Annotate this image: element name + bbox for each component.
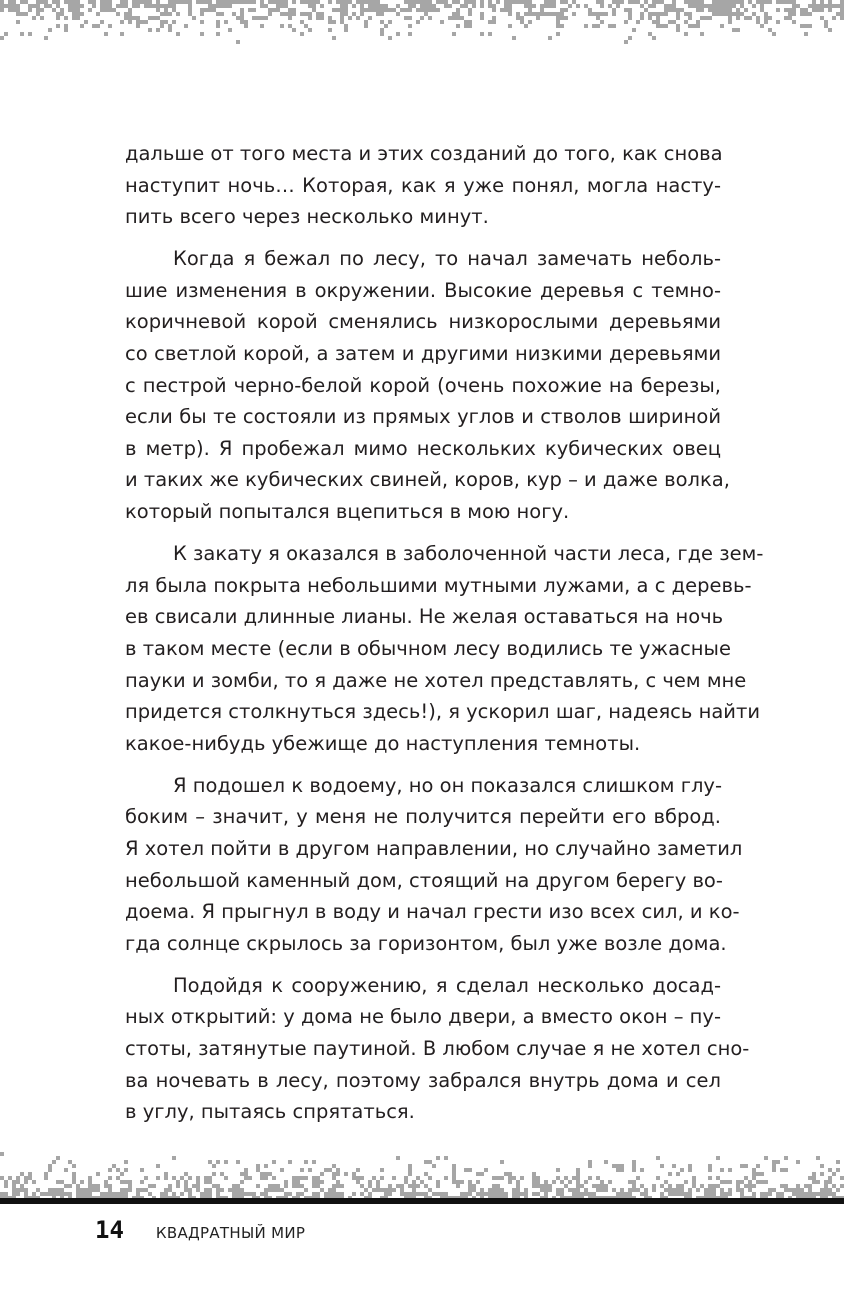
text-line: ва ночевать в лесу, поэтому забрался внутрь дома и сел — [125, 1068, 721, 1092]
paragraph — [125, 243, 730, 527]
text-line: коричневой корой сменялись низкорослыми деревьями — [125, 310, 721, 334]
text-line: доема. Я прыгнул в воду и начал грести изо всех сил, и ко- — [125, 900, 740, 924]
text-line: ев свисали длинные лианы. Не желая оставаться на ночь — [125, 605, 724, 629]
text-line: Когда я бежал по лесу, то начал замечать неболь- — [173, 247, 721, 271]
page-footer — [95, 1216, 305, 1244]
body-text — [125, 138, 764, 1138]
text-line: боким – значит, у меня не получится перейти его вброд. — [125, 805, 721, 829]
text-line: Я подошел к водоему, но он показался слишком глу- — [173, 773, 722, 797]
paragraph — [125, 138, 721, 233]
pixel-pattern-top — [0, 0, 844, 48]
paragraph — [125, 770, 743, 960]
text-line: стоты, затянутые паутиной. В любом случае я не хотел сно- — [125, 1037, 750, 1061]
paragraph — [125, 538, 764, 759]
text-line: наступит ночь… Которая, как я уже понял, могла насту- — [125, 173, 721, 197]
text-line: в таком месте (если в обычном лесу водились те ужасные — [125, 636, 731, 660]
text-line: какое-нибудь убежище до наступления темноты. — [125, 731, 641, 755]
text-line: небольшой каменный дом, стоящий на другом берегу во- — [125, 868, 723, 892]
text-line: если бы те состояли из прямых углов и стволов шириной — [125, 405, 721, 429]
pixel-pattern-bottom — [0, 1148, 844, 1200]
text-line: и таких же кубических свиней, коров, кур – и даже волка, — [125, 468, 730, 492]
text-line: со светлой корой, а затем и другими низкими деревьями — [125, 342, 721, 366]
text-line: гда солнце скрылось за горизонтом, был уже возле дома. — [125, 931, 727, 955]
text-line: Я хотел пойти в другом направлении, но случайно заметил — [125, 836, 743, 860]
footer-rule — [0, 1198, 844, 1204]
text-line: К закату я оказался в заболоченной части леса, где зем- — [173, 542, 764, 566]
text-line: с пестрой черно-белой корой (очень похожие на березы, — [125, 373, 721, 397]
running-head: КВАДРАТНЫЙ МИР — [155, 1224, 306, 1242]
text-line: Подойдя к сооружению, я сделал несколько досад- — [173, 973, 721, 997]
text-line: ных открытий: у дома не было двери, а вместо окон – пу- — [125, 1005, 722, 1029]
paragraph — [125, 970, 750, 1128]
text-line: придется столкнуться здесь!), я ускорил шаг, надеясь найти — [125, 700, 760, 724]
text-line: в углу, пытаясь спрятаться. — [125, 1100, 415, 1124]
page-number: 14 — [95, 1216, 124, 1244]
text-line: пить всего через несколько минут. — [125, 205, 489, 229]
text-line: пауки и зомби, то я даже не хотел представлять, с чем мне — [125, 668, 747, 692]
text-line: который попытался вцепиться в мою ногу. — [125, 500, 570, 524]
text-line: ля была покрыта небольшими мутными лужами, а с деревь- — [125, 573, 752, 597]
text-line: дальше от того места и этих созданий до того, как снова — [125, 142, 723, 165]
text-line: шие изменения в окружении. Высокие деревья с темно- — [125, 278, 721, 302]
text-line: в метр). Я пробежал мимо нескольких кубических овец — [125, 436, 721, 460]
